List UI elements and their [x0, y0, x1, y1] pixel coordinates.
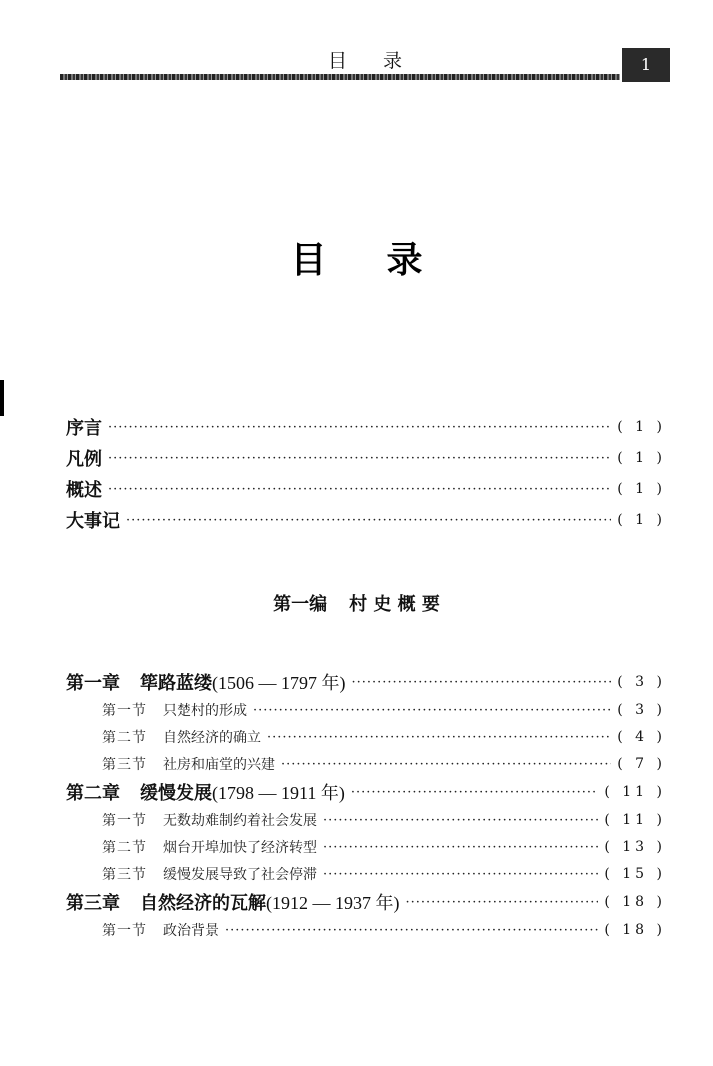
- toc-chapter[interactable]: [66, 888, 666, 916]
- part-heading: [0, 590, 713, 616]
- leader-dots: [225, 923, 598, 938]
- toc-entry-label: 概述: [66, 480, 102, 501]
- toc-page-number: ( 1 ): [617, 419, 666, 435]
- chapter-title: 缓慢发展: [140, 783, 212, 804]
- chapter-years: (1506 — 1797 年): [212, 673, 346, 693]
- toc-entry-label: [102, 727, 261, 747]
- toc-entry-label: [102, 754, 275, 774]
- toc-page-number: ( 15 ): [604, 866, 666, 882]
- leader-dots: [351, 785, 599, 800]
- toc-page-number: ( 18 ): [604, 922, 666, 938]
- leader-dots: [108, 451, 611, 466]
- section-number: 第二节: [102, 840, 147, 856]
- leader-dots: [323, 840, 598, 855]
- toc-section[interactable]: [102, 806, 666, 834]
- toc-entry-label: [102, 837, 317, 857]
- toc-page-number: ( 1 ): [617, 481, 666, 497]
- section-number: 第一节: [102, 703, 147, 719]
- toc-entry-label: [66, 889, 400, 915]
- toc-entry-overview[interactable]: [66, 475, 666, 503]
- toc-chapter[interactable]: [66, 668, 666, 696]
- leader-dots: [108, 420, 611, 435]
- toc-page-number: ( 13 ): [604, 839, 666, 855]
- section-title: 缓慢发展导致了社会停滞: [163, 867, 317, 883]
- toc-entry-label: [102, 810, 317, 830]
- toc-page-number: ( 4 ): [617, 729, 666, 745]
- margin-mark: [0, 380, 4, 416]
- toc-entry-label: [102, 700, 247, 720]
- toc-entry-label: 序言: [66, 418, 102, 439]
- toc-section[interactable]: [102, 696, 666, 724]
- page-title: [0, 232, 713, 283]
- leader-dots: [267, 730, 611, 745]
- chapter-number: 第一章: [66, 673, 120, 694]
- toc-page-number: ( 1 ): [617, 450, 666, 466]
- leader-dots: [406, 895, 599, 910]
- section-title: 自然经济的确立: [163, 730, 261, 746]
- page-title-char-2: 录: [386, 239, 423, 281]
- leader-dots: [253, 703, 611, 718]
- leader-dots: [108, 482, 611, 497]
- toc-page-number: ( 7 ): [617, 756, 666, 772]
- toc-entry-label: [66, 779, 345, 805]
- chapter-years: (1912 — 1937 年): [266, 893, 400, 913]
- toc-chapter[interactable]: [66, 778, 666, 806]
- toc-section[interactable]: [102, 723, 666, 751]
- section-number: 第一节: [102, 813, 147, 829]
- header-rule: [60, 74, 620, 80]
- part-number: 第一编: [273, 594, 328, 615]
- toc-section[interactable]: [102, 833, 666, 861]
- toc-entry-label: [66, 669, 346, 695]
- toc-page-number: ( 18 ): [604, 894, 666, 910]
- toc-entry-chronicle[interactable]: [66, 506, 666, 534]
- toc-entry-label: 凡例: [66, 449, 102, 470]
- leader-dots: [352, 675, 612, 690]
- running-header-char-1: 目: [327, 50, 347, 72]
- running-header: [60, 44, 670, 84]
- section-title: 社房和庙堂的兴建: [163, 757, 275, 773]
- leader-dots: [323, 813, 598, 828]
- page-marker: 1: [622, 48, 670, 82]
- chapter-number: 第二章: [66, 783, 120, 804]
- section-number: 第三节: [102, 867, 147, 883]
- toc-page-number: ( 11 ): [604, 784, 666, 800]
- page-title-char-1: 目: [290, 239, 327, 281]
- toc-entry-label: [102, 864, 317, 884]
- running-header-char-2: 录: [383, 50, 403, 72]
- toc-section[interactable]: [102, 860, 666, 888]
- toc-page-number: ( 11 ): [604, 812, 666, 828]
- running-header-title: [60, 46, 670, 73]
- part-title: 村 史 概 要: [349, 594, 440, 615]
- section-title: 只楚村的形成: [163, 703, 247, 719]
- leader-dots: [126, 513, 611, 528]
- toc-entry-guide[interactable]: [66, 444, 666, 472]
- section-number: 第一节: [102, 923, 147, 939]
- leader-dots: [281, 757, 611, 772]
- toc-section[interactable]: [102, 916, 666, 944]
- section-title: 无数劫难制约着社会发展: [163, 813, 317, 829]
- chapter-title: 筚路蓝缕: [140, 673, 212, 694]
- section-title: 政治背景: [163, 923, 219, 939]
- chapter-years: (1798 — 1911 年): [212, 783, 345, 803]
- toc-entry-label: 大事记: [66, 511, 120, 532]
- leader-dots: [323, 867, 598, 882]
- chapter-title: 自然经济的瓦解: [140, 893, 266, 914]
- chapter-number: 第三章: [66, 893, 120, 914]
- section-number: 第二节: [102, 730, 147, 746]
- toc-section[interactable]: [102, 750, 666, 778]
- toc-page-number: ( 1 ): [617, 512, 666, 528]
- toc-entry-preface[interactable]: [66, 413, 666, 441]
- toc-page-number: ( 3 ): [617, 702, 666, 718]
- section-number: 第三节: [102, 757, 147, 773]
- toc-entry-label: [102, 920, 219, 940]
- section-title: 烟台开埠加快了经济转型: [163, 840, 317, 856]
- toc-page-number: ( 3 ): [617, 674, 666, 690]
